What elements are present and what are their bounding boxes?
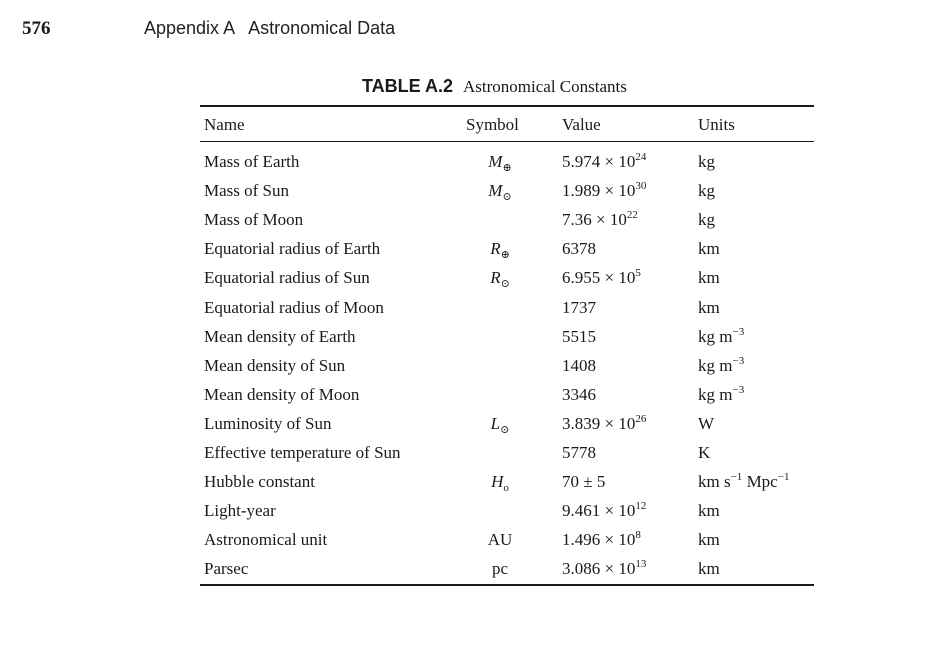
table-row [0, 151, 925, 180]
symbol-base: M [488, 152, 503, 171]
cell-value [562, 326, 596, 348]
cell-value [562, 238, 596, 260]
cell-name: Parsec [204, 559, 249, 579]
unit-exponent: −3 [732, 383, 745, 396]
value-mantissa: 5778 [562, 443, 596, 462]
cell-symbol [472, 151, 528, 179]
header-units: Units [698, 115, 735, 134]
table-label: TABLE A.2 [362, 76, 454, 96]
running-head: Appendix A Astronomical Data [144, 18, 396, 38]
symbol-subscript: ⊙ [502, 191, 512, 204]
cell-units [698, 471, 789, 493]
cell-name: Mass of Earth [204, 152, 300, 171]
table-row [0, 355, 925, 384]
cell-name: Mean density of Sun [204, 355, 346, 375]
page-number: 576 [22, 18, 51, 39]
value-exponent: 12 [635, 500, 647, 513]
cell-name: Equatorial radius of Moon [204, 297, 384, 317]
cell-value [562, 500, 646, 522]
table-row [0, 529, 925, 558]
cell-name: Astronomical unit [204, 530, 328, 550]
unit-exponent: −3 [732, 325, 745, 338]
value-mantissa: 1.496 × 10 [562, 530, 636, 550]
table-row [0, 180, 925, 209]
table-row [0, 297, 925, 326]
cell-name: Luminosity of Sun [204, 413, 332, 433]
cell-name: Mean density of Earth [204, 326, 356, 346]
table-row [0, 384, 925, 413]
symbol-text: AU [487, 530, 513, 550]
unit-text: kg [698, 210, 715, 230]
value-exponent: 8 [635, 529, 641, 542]
cell-name: Mass of Sun [204, 181, 290, 201]
cell-value [562, 209, 638, 231]
table-top-rule [200, 105, 814, 107]
cell-units [698, 326, 744, 348]
cell-units [698, 267, 720, 289]
value-mantissa: 70 ± 5 [562, 472, 606, 492]
symbol-base: H [491, 472, 504, 492]
cell-units [698, 209, 715, 231]
table-row [0, 500, 925, 529]
unit-text: kg m [698, 355, 733, 375]
cell-symbol [472, 529, 528, 551]
value-exponent: 13 [635, 558, 647, 571]
table-row [0, 442, 925, 471]
unit-text: km [698, 501, 720, 521]
table-row [0, 267, 925, 296]
value-exponent: 24 [635, 151, 647, 163]
cell-value [562, 267, 641, 289]
header-symbol: Symbol [466, 115, 519, 134]
table-row [0, 326, 925, 355]
cell-value [562, 413, 646, 435]
cell-symbol [472, 558, 528, 580]
symbol-subscript: o [503, 482, 509, 495]
symbol-subscript: ⊕ [500, 249, 510, 262]
unit-text: K [698, 443, 711, 462]
unit-text: km [698, 268, 720, 288]
symbol-subscript: ⊙ [500, 278, 510, 291]
cell-symbol [472, 238, 528, 266]
cell-value [562, 471, 605, 493]
cell-symbol [472, 180, 528, 208]
symbol-subscript: ⊙ [500, 423, 510, 436]
cell-units [698, 151, 715, 173]
unit-text: km [698, 239, 720, 259]
cell-name: Equatorial radius of Sun [204, 268, 370, 288]
cell-units [698, 355, 744, 377]
cell-value [562, 384, 596, 406]
value-exponent: 22 [626, 209, 638, 222]
value-mantissa: 3346 [562, 384, 596, 404]
unit-text: kg [698, 181, 715, 201]
cell-units [698, 529, 720, 551]
cell-name: Hubble constant [204, 472, 315, 492]
value-exponent: 5 [635, 267, 641, 280]
cell-symbol [472, 413, 528, 441]
cell-units [698, 297, 720, 319]
unit-text: km s [698, 472, 731, 492]
cell-units [698, 180, 715, 202]
symbol-subscript: ⊕ [502, 162, 512, 174]
value-mantissa: 3.839 × 10 [562, 413, 636, 433]
cell-symbol [472, 267, 528, 295]
table-row [0, 238, 925, 267]
cell-value [562, 180, 646, 202]
cell-units [698, 558, 720, 580]
unit-text: km [698, 297, 720, 317]
value-mantissa: 1408 [562, 355, 596, 375]
value-mantissa: 5515 [562, 326, 596, 346]
value-exponent: 30 [635, 180, 647, 193]
cell-value [562, 442, 596, 464]
unit-exponent: −3 [732, 354, 745, 367]
cell-units [698, 413, 714, 435]
value-exponent: 26 [635, 412, 647, 425]
unit-exponent: −1 [730, 471, 743, 484]
table-caption [362, 76, 627, 97]
unit-text: W [698, 413, 715, 433]
value-mantissa: 1.989 × 10 [562, 181, 636, 201]
value-mantissa: 1737 [562, 297, 596, 317]
cell-units [698, 238, 720, 260]
cell-value [562, 355, 596, 377]
value-mantissa: 5.974 × 10 [562, 152, 636, 171]
symbol-base: R [490, 239, 501, 259]
symbol-text: pc [491, 559, 509, 579]
cell-units [698, 500, 720, 522]
cell-name: Light-year [204, 501, 276, 521]
symbol-base: R [490, 268, 501, 288]
table-header-rule [200, 141, 814, 142]
header-name: Name [204, 115, 245, 134]
value-mantissa: 6.955 × 10 [562, 268, 636, 288]
cell-value [562, 558, 646, 580]
symbol-base: M [488, 181, 503, 201]
cell-name: Equatorial radius of Earth [204, 239, 381, 259]
table-row [0, 209, 925, 238]
value-mantissa: 6378 [562, 239, 596, 259]
table-title: Astronomical Constants [463, 77, 627, 96]
unit-text: km [698, 530, 720, 550]
cell-value [562, 151, 646, 173]
unit-text: kg m [698, 384, 733, 404]
cell-name: Effective temperature of Sun [204, 443, 401, 462]
unit-text-2: Mpc [742, 472, 778, 492]
unit-text: kg m [698, 326, 733, 346]
table-bottom-rule [200, 584, 814, 586]
cell-name: Mean density of Moon [204, 384, 360, 404]
cell-symbol [472, 471, 528, 499]
symbol-base: L [490, 413, 501, 433]
unit-exponent-2: −1 [777, 471, 790, 484]
value-mantissa: 9.461 × 10 [562, 501, 636, 521]
unit-text: kg [698, 152, 715, 171]
value-mantissa: 7.36 × 10 [562, 210, 627, 230]
cell-name: Mass of Moon [204, 210, 304, 230]
cell-value [562, 529, 641, 551]
table-row [0, 471, 925, 500]
value-mantissa: 3.086 × 10 [562, 559, 636, 579]
cell-units [698, 384, 744, 406]
table-row [0, 413, 925, 442]
cell-units [698, 442, 710, 464]
header-value: Value [562, 115, 601, 134]
cell-value [562, 297, 596, 319]
unit-text: km [698, 559, 720, 579]
